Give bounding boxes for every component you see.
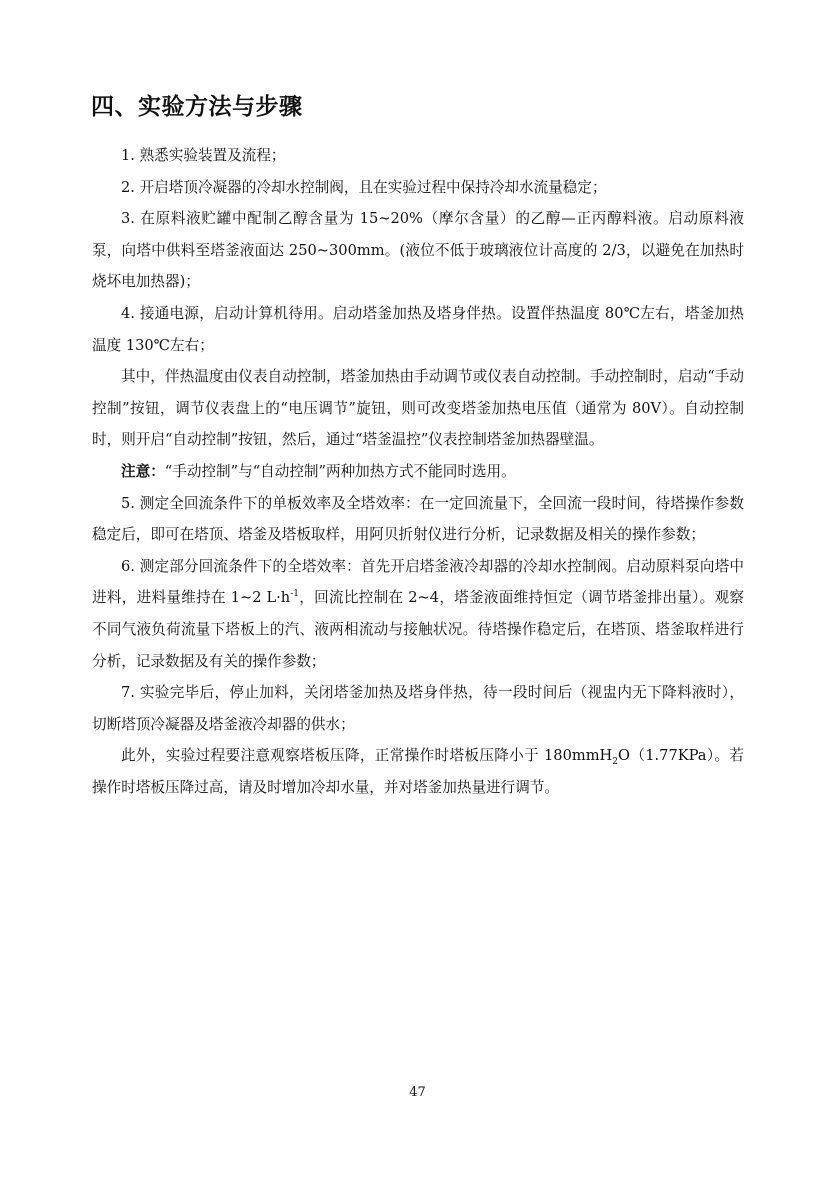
step-1: 1. 熟悉实验装置及流程；: [121, 147, 286, 164]
final-subscript: 2: [612, 757, 619, 768]
final-part-a: 此外，实验过程要注意观察塔板压降，正常操作时塔板压降小于 180mmH: [121, 747, 613, 765]
step-5: 5. 测定全回流条件下的单板效率及全塔效率：在一定回流量下，全回流一段时间，待塔操作参数稳定后，即可在塔顶、塔釜及塔板取样，用阿贝折射仪进行分析，记录数据及相关的操作参数；: [92, 494, 744, 544]
step-6: [92, 551, 744, 677]
final-part-b: O（1.77KPa）。若操作时塔板压降过高，请及时增加冷却水量，并对塔釜加热量进行调节。: [92, 747, 744, 796]
note-label: 注意：: [121, 462, 165, 480]
step-6-part-b: ，回流比控制在 2~4，塔釜液面维持恒定（调节塔釜排出量）。观察不同气液负荷流量下塔板上的汽、液两相流动与接触状况。待塔操作稳定后，在塔顶、塔釜取样进行分析，记录数据及有关的操作参数；: [92, 589, 744, 670]
section-body: [92, 140, 744, 803]
step-6-superscript: -1: [290, 589, 299, 600]
control-paragraph: 其中，伴热温度由仪表自动控制，塔釜加热由手动调节或仪表自动控制。手动控制时，启动“手动控制”按钮，调节仪表盘上的“电压调节”旋钮，则可改变塔釜加热电压值（通常为 80V）。自动控制时，则开启“自动控制”按钮，然后，通过“塔釜温控”仪表控制塔釜加热器壁温。: [92, 368, 744, 449]
section-heading: 四、实验方法与步骤: [91, 93, 303, 120]
note-paragraph: [92, 456, 744, 488]
step-3: 3. 在原料液贮罐中配制乙醇含量为 15~20%（摩尔含量）的乙醇—正丙醇料液。启动原料液泵，向塔中供料至塔釜液面达 250~300mm。(液位不低于玻璃液位计高度的 2/3，以避免在加热时烧坏电加热器)；: [92, 210, 744, 291]
page-number: 47: [409, 1085, 426, 1100]
note-text: “手动控制”与“自动控制”两种加热方式不能同时选用。: [164, 462, 516, 480]
step-6-part-a: 6. 测定部分回流条件下的全塔效率：首先开启塔釜液冷却器的冷却水控制阀。启动原料泵向塔中进料，进料量维持在 1~2 L·h: [92, 557, 744, 607]
step-4: 4. 接通电源，启动计算机待用。启动塔釜加热及塔身伴热。设置伴热温度 80℃左右，塔釜加热温度 130℃左右；: [92, 304, 744, 354]
step-7: 7. 实验完毕后，停止加料，关闭塔釜加热及塔身伴热，待一段时间后（视盅内无下降料液时），切断塔顶冷凝器及塔釜液冷却器的供水；: [92, 684, 744, 733]
step-2: 2. 开启塔顶冷凝器的冷却水控制阀，且在实验过程中保持冷却水流量稳定；: [121, 178, 607, 196]
final-paragraph: [92, 740, 744, 803]
